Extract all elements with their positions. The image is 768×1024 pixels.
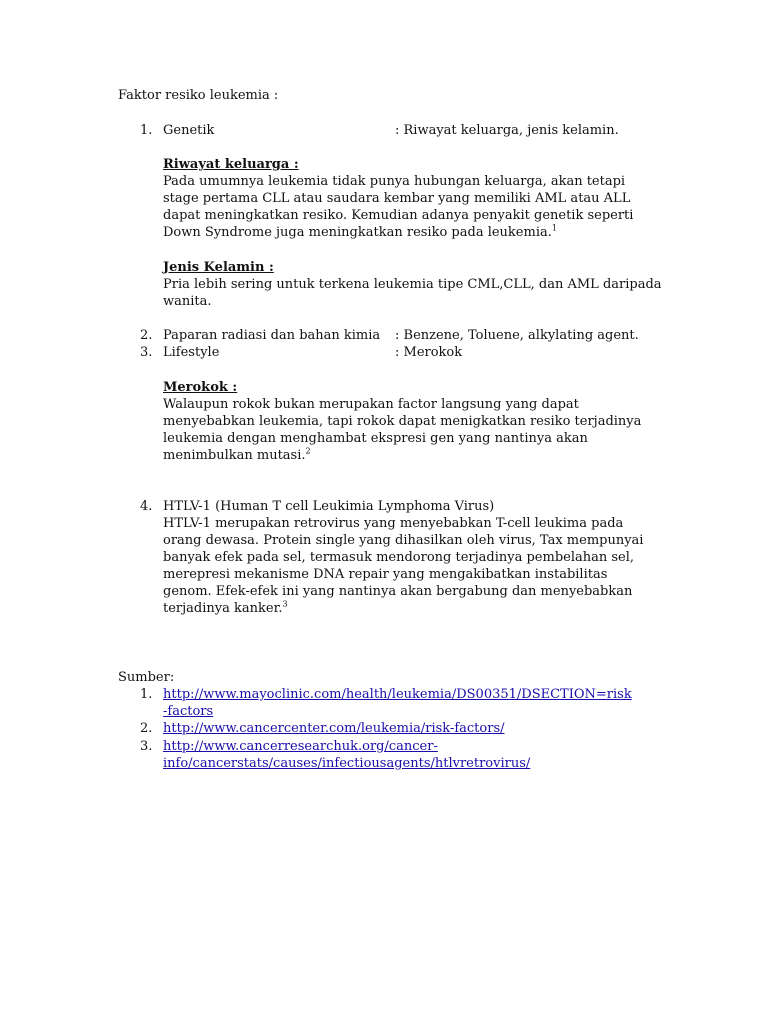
jenis-kelamin-line-2: wanita. — [163, 294, 212, 309]
sources-heading: Sumber: — [118, 670, 175, 685]
item-3-value: : Merokok — [395, 345, 463, 360]
source-3-number: 3. — [140, 739, 153, 754]
htlv-line-4: merepresi mekanisme DNA repair yang mengakibatkan instabilitas — [163, 567, 608, 582]
merokok-line-2: menyebabkan leukemia, tapi rokok dapat menigkatkan resiko terjadinya — [163, 414, 642, 429]
item-1-number: 1. — [140, 123, 153, 138]
footnote-3: 3 — [282, 599, 288, 609]
item-4-number: 4. — [140, 499, 153, 514]
merokok-line-1: Walaupun rokok bukan merupakan factor langsung yang dapat — [163, 397, 579, 412]
source-1-link[interactable]: http://www.mayoclinic.com/health/leukemia/DS00351/DSECTION=risk — [163, 687, 632, 702]
merokok-line-4 — [163, 448, 311, 464]
item-3-number: 3. — [140, 345, 153, 360]
htlv-line-2: orang dewasa. Protein single yang dihasilkan oleh virus, Tax mempunyai — [163, 533, 644, 548]
item-4-label: HTLV-1 (Human T cell Leukimia Lymphoma Virus) — [163, 499, 495, 514]
riwayat-line-1: Pada umumnya leukemia tidak punya hubungan keluarga, akan tetapi — [163, 174, 626, 189]
htlv-line-6 — [163, 601, 288, 617]
item-1-label: Genetik — [163, 123, 215, 138]
source-2-number: 2. — [140, 721, 153, 736]
source-3-link[interactable]: http://www.cancerresearchuk.org/cancer- — [163, 739, 438, 754]
source-3-link-continuation[interactable]: info/cancerstats/causes/infectiousagents/htlvretrovirus/ — [163, 756, 531, 771]
jenis-kelamin-line-1: Pria lebih sering untuk terkena leukemia tipe CML,CLL, dan AML daripada — [163, 277, 662, 292]
merokok-heading: Merokok : — [163, 380, 238, 395]
riwayat-line-2: stage pertama CLL atau saudara kembar yang memiliki AML atau ALL — [163, 191, 631, 206]
htlv-line-1: HTLV-1 merupakan retrovirus yang menyebabkan T-cell leukima pada — [163, 516, 624, 531]
riwayat-line-3: dapat meningkatkan resiko. Kemudian adanya penyakit genetik seperti — [163, 208, 634, 223]
merokok-line-3: leukemia dengan menghambat ekspresi gen yang nantinya akan — [163, 431, 588, 446]
item-2-number: 2. — [140, 328, 153, 343]
item-2-label: Paparan radiasi dan bahan kimia — [163, 328, 381, 343]
riwayat-line-4 — [163, 225, 557, 241]
riwayat-keluarga-heading: Riwayat keluarga : — [163, 157, 299, 172]
htlv-line-5: genom. Efek-efek ini yang nantinya akan bergabung dan menyebabkan — [163, 584, 633, 599]
source-1-number: 1. — [140, 687, 153, 702]
jenis-kelamin-heading: Jenis Kelamin : — [163, 260, 274, 275]
htlv-line-6-text: terjadinya kanker. — [163, 601, 283, 616]
riwayat-line-4-text: Down Syndrome juga meningkatkan resiko pada leukemia. — [163, 225, 552, 240]
footnote-1: 1 — [551, 223, 557, 233]
item-1-value: : Riwayat keluarga, jenis kelamin. — [395, 123, 619, 138]
document-title: Faktor resiko leukemia : — [118, 88, 279, 103]
source-1-link-continuation[interactable]: -factors — [163, 704, 214, 719]
htlv-line-3: banyak efek pada sel, termasuk mendorong terjadinya pembelahan sel, — [163, 550, 635, 565]
merokok-line-4-text: menimbulkan mutasi. — [163, 448, 306, 463]
source-2-link[interactable]: http://www.cancercenter.com/leukemia/risk-factors/ — [163, 721, 505, 736]
footnote-2: 2 — [305, 446, 311, 456]
item-2-value: : Benzene, Toluene, alkylating agent. — [395, 328, 639, 343]
item-3-label: Lifestyle — [163, 345, 220, 360]
